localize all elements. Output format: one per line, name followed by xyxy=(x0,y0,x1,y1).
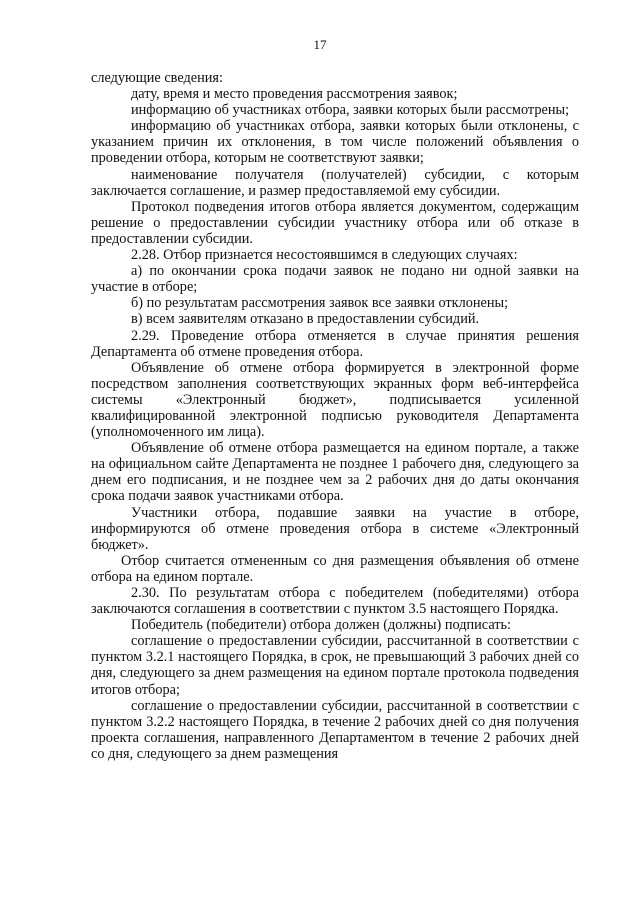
paragraph: в) всем заявителям отказано в предоставлении субсидий. xyxy=(131,311,480,328)
paragraph: 2.30. По результатам отбора с победителем (победителями) отбора заключаются соглашения в соответствии с пунктом 3.5 настоящего Порядка. xyxy=(91,585,579,618)
paragraph: 2.29. Проведение отбора отменяется в случае принятия решения Департамента об отмене проведения отбора. xyxy=(91,327,579,360)
paragraph: а) по окончании срока подачи заявок не подано ни одной заявки на участие в отборе; xyxy=(91,263,579,296)
paragraph: дату, время и место проведения рассмотрения заявок; xyxy=(131,86,458,103)
paragraph: соглашение о предоставлении субсидии, рассчитанной в соответствии с пунктом 3.2.2 настоящего Порядка, в течение 2 рабочих дней со дня получения проекта соглашения, направленного Департаментом в течение 2 рабочих дней со дня, следующего за днем размещения xyxy=(91,697,579,762)
paragraph: следующие сведения: xyxy=(91,70,223,86)
paragraph: Протокол подведения итогов отбора является документом, содержащим решение о предоставлении субсидии участнику отбора или об отказе в предоставлении субсидии. xyxy=(91,198,579,247)
paragraph: 2.28. Отбор признается несостоявшимся в следующих случаях: xyxy=(131,247,518,264)
paragraph: наименование получателя (получателей) субсидии, с которым заключается соглашение, и размер предоставляемой ему субсидии. xyxy=(91,166,579,199)
paragraph: Участники отбора, подавшие заявки на участие в отборе, информируются об отмене проведения отбора в системе «Электронный бюджет». xyxy=(91,504,579,553)
paragraph: информацию об участниках отбора, заявки которых были отклонены, с указанием причин их отклонения, в том числе положений объявления о проведении отбора, которым не соответствуют заявки; xyxy=(91,118,579,167)
paragraph: соглашение о предоставлении субсидии, рассчитанной в соответствии с пунктом 3.2.1 настоящего Порядка, в срок, не превышающий 3 рабочих дней со дня, следующего за днем размещения на едином портале протокола подведения итогов отбора; xyxy=(91,633,579,698)
document-body xyxy=(91,70,579,762)
paragraph: Объявление об отмене отбора формируется в электронной форме посредством заполнения соответствующих экранных форм веб-интерфейса системы «Электронный бюджет», подписывается усиленной квалифицированной электронной подписью руководителя Департамента (уполномоченного им лица). xyxy=(91,359,579,441)
paragraph: информацию об участниках отбора, заявки которых были рассмотрены; xyxy=(131,102,570,119)
paragraph: Отбор считается отмененным со дня размещения объявления об отмене отбора на едином портале. xyxy=(91,552,579,585)
page-number: 17 xyxy=(313,37,327,52)
paragraph: б) по результатам рассмотрения заявок все заявки отклонены; xyxy=(131,295,509,312)
paragraph: Объявление об отмене отбора размещается на едином портале, а также на официальном сайте Департамента не позднее 1 рабочего дня, следующего за днем его подписания, и не позднее чем за 2 рабочих дня до даты окончания срока подачи заявок участниками отбора. xyxy=(91,440,579,505)
paragraph: Победитель (победители) отбора должен (должны) подписать: xyxy=(131,617,512,634)
